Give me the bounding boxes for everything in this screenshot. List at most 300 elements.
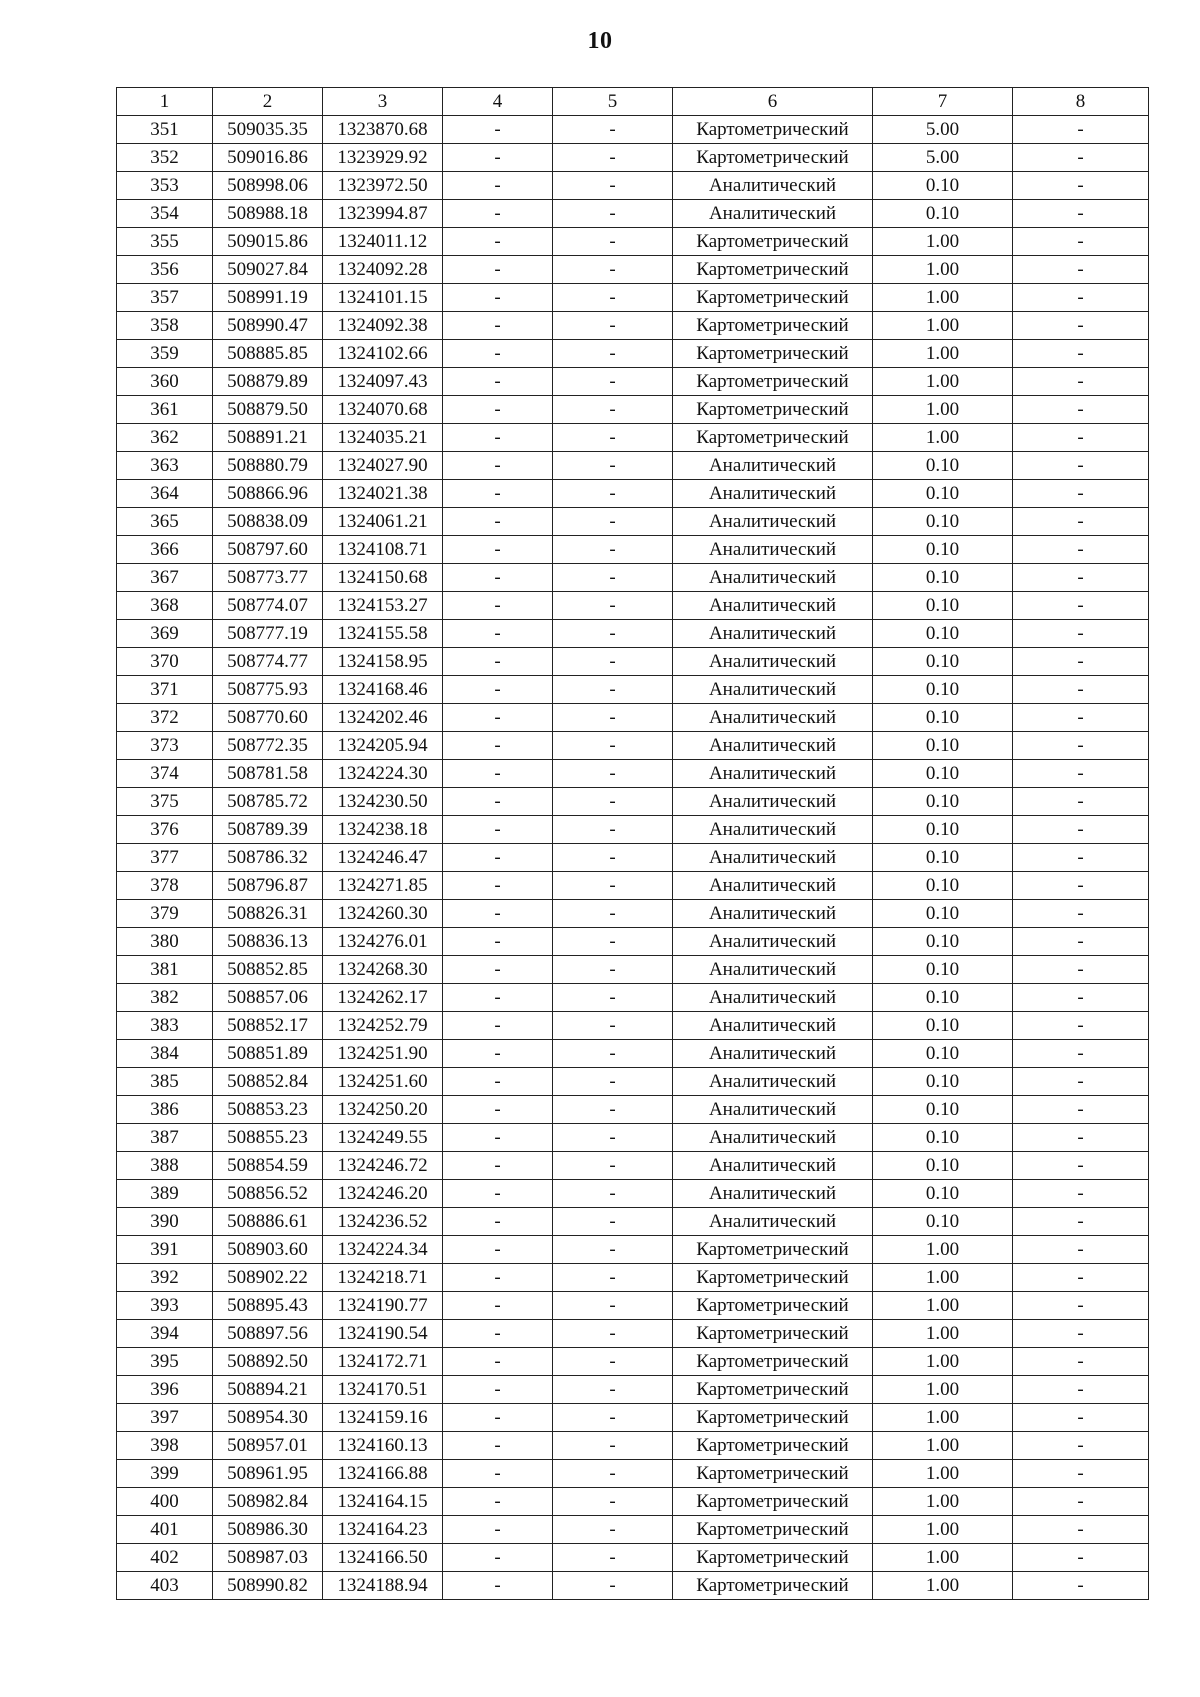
cell-col-5: - <box>553 1236 673 1264</box>
cell-method: Аналитический <box>673 1096 873 1124</box>
cell-method: Картометрический <box>673 116 873 144</box>
cell-col-8: - <box>1013 480 1149 508</box>
table-row <box>117 1516 1149 1544</box>
cell-method: Картометрический <box>673 312 873 340</box>
cell-coord-y: 1324021.38 <box>323 480 443 508</box>
coordinates-table <box>116 87 1149 1600</box>
cell-col-4: - <box>443 1376 553 1404</box>
cell-col-5: - <box>553 928 673 956</box>
cell-col-8: - <box>1013 1292 1149 1320</box>
cell-coord-y: 1324251.60 <box>323 1068 443 1096</box>
cell-point-number: 386 <box>117 1096 213 1124</box>
cell-col-5: - <box>553 788 673 816</box>
cell-col-5: - <box>553 1292 673 1320</box>
cell-col-4: - <box>443 1544 553 1572</box>
cell-coord-x: 508826.31 <box>213 900 323 928</box>
cell-point-number: 401 <box>117 1516 213 1544</box>
cell-col-8: - <box>1013 1068 1149 1096</box>
table-row <box>117 1180 1149 1208</box>
cell-point-number: 378 <box>117 872 213 900</box>
cell-method: Картометрический <box>673 144 873 172</box>
cell-accuracy: 0.10 <box>873 676 1013 704</box>
cell-coord-y: 1324251.90 <box>323 1040 443 1068</box>
cell-method: Аналитический <box>673 648 873 676</box>
cell-accuracy: 0.10 <box>873 928 1013 956</box>
cell-col-8: - <box>1013 1040 1149 1068</box>
cell-coord-x: 508852.17 <box>213 1012 323 1040</box>
cell-method: Картометрический <box>673 340 873 368</box>
cell-col-8: - <box>1013 1572 1149 1600</box>
cell-col-8: - <box>1013 1236 1149 1264</box>
cell-coord-x: 508892.50 <box>213 1348 323 1376</box>
cell-col-8: - <box>1013 1208 1149 1236</box>
table-row <box>117 1488 1149 1516</box>
table-row <box>117 1292 1149 1320</box>
cell-col-8: - <box>1013 1124 1149 1152</box>
cell-point-number: 376 <box>117 816 213 844</box>
cell-col-5: - <box>553 368 673 396</box>
table-row <box>117 788 1149 816</box>
cell-coord-y: 1324164.15 <box>323 1488 443 1516</box>
cell-coord-y: 1323994.87 <box>323 200 443 228</box>
cell-method: Аналитический <box>673 200 873 228</box>
cell-col-5: - <box>553 200 673 228</box>
cell-coord-y: 1324101.15 <box>323 284 443 312</box>
cell-col-8: - <box>1013 144 1149 172</box>
cell-col-5: - <box>553 1488 673 1516</box>
cell-method: Картометрический <box>673 256 873 284</box>
cell-point-number: 396 <box>117 1376 213 1404</box>
cell-coord-y: 1324252.79 <box>323 1012 443 1040</box>
cell-col-8: - <box>1013 872 1149 900</box>
cell-point-number: 380 <box>117 928 213 956</box>
cell-col-5: - <box>553 508 673 536</box>
cell-col-4: - <box>443 1572 553 1600</box>
cell-accuracy: 0.10 <box>873 508 1013 536</box>
cell-accuracy: 1.00 <box>873 340 1013 368</box>
cell-coord-x: 508998.06 <box>213 172 323 200</box>
cell-coord-y: 1324170.51 <box>323 1376 443 1404</box>
cell-point-number: 395 <box>117 1348 213 1376</box>
cell-coord-y: 1324238.18 <box>323 816 443 844</box>
cell-coord-x: 508866.96 <box>213 480 323 508</box>
cell-col-4: - <box>443 536 553 564</box>
cell-col-4: - <box>443 1208 553 1236</box>
cell-accuracy: 1.00 <box>873 1348 1013 1376</box>
cell-col-4: - <box>443 1040 553 1068</box>
cell-method: Аналитический <box>673 1040 873 1068</box>
cell-col-5: - <box>553 1124 673 1152</box>
cell-col-8: - <box>1013 900 1149 928</box>
cell-method: Картометрический <box>673 1460 873 1488</box>
cell-col-4: - <box>443 676 553 704</box>
cell-col-5: - <box>553 1376 673 1404</box>
cell-col-5: - <box>553 732 673 760</box>
cell-point-number: 377 <box>117 844 213 872</box>
cell-point-number: 390 <box>117 1208 213 1236</box>
cell-col-8: - <box>1013 1180 1149 1208</box>
cell-col-8: - <box>1013 424 1149 452</box>
table-body <box>117 116 1149 1600</box>
cell-coord-y: 1324164.23 <box>323 1516 443 1544</box>
cell-coord-x: 509027.84 <box>213 256 323 284</box>
cell-col-5: - <box>553 424 673 452</box>
cell-accuracy: 1.00 <box>873 1376 1013 1404</box>
cell-accuracy: 1.00 <box>873 1488 1013 1516</box>
cell-col-5: - <box>553 900 673 928</box>
cell-coord-y: 1324172.71 <box>323 1348 443 1376</box>
cell-coord-x: 508785.72 <box>213 788 323 816</box>
cell-coord-x: 508879.50 <box>213 396 323 424</box>
cell-coord-y: 1324190.54 <box>323 1320 443 1348</box>
cell-col-8: - <box>1013 1488 1149 1516</box>
cell-coord-y: 1323870.68 <box>323 116 443 144</box>
cell-col-8: - <box>1013 256 1149 284</box>
cell-col-8: - <box>1013 788 1149 816</box>
cell-point-number: 369 <box>117 620 213 648</box>
cell-method: Картометрический <box>673 1544 873 1572</box>
cell-coord-y: 1324188.94 <box>323 1572 443 1600</box>
column-header-2: 2 <box>213 88 323 116</box>
table-row <box>117 704 1149 732</box>
cell-col-5: - <box>553 1460 673 1488</box>
cell-col-4: - <box>443 1124 553 1152</box>
cell-coord-x: 508797.60 <box>213 536 323 564</box>
cell-col-5: - <box>553 648 673 676</box>
cell-coord-y: 1324168.46 <box>323 676 443 704</box>
cell-accuracy: 1.00 <box>873 424 1013 452</box>
cell-col-4: - <box>443 508 553 536</box>
cell-coord-x: 508987.03 <box>213 1544 323 1572</box>
cell-coord-y: 1324159.16 <box>323 1404 443 1432</box>
cell-coord-x: 508781.58 <box>213 760 323 788</box>
cell-point-number: 364 <box>117 480 213 508</box>
cell-coord-y: 1324153.27 <box>323 592 443 620</box>
cell-point-number: 387 <box>117 1124 213 1152</box>
cell-col-5: - <box>553 676 673 704</box>
cell-point-number: 375 <box>117 788 213 816</box>
cell-method: Аналитический <box>673 452 873 480</box>
cell-coord-y: 1324160.13 <box>323 1432 443 1460</box>
cell-method: Аналитический <box>673 1180 873 1208</box>
column-header-5: 5 <box>553 88 673 116</box>
table-row <box>117 676 1149 704</box>
cell-method: Аналитический <box>673 816 873 844</box>
cell-coord-x: 509016.86 <box>213 144 323 172</box>
cell-col-8: - <box>1013 200 1149 228</box>
table-row <box>117 1572 1149 1600</box>
cell-col-5: - <box>553 1320 673 1348</box>
cell-method: Аналитический <box>673 676 873 704</box>
cell-accuracy: 0.10 <box>873 564 1013 592</box>
cell-coord-x: 508851.89 <box>213 1040 323 1068</box>
cell-coord-x: 508854.59 <box>213 1152 323 1180</box>
cell-method: Аналитический <box>673 1124 873 1152</box>
cell-point-number: 356 <box>117 256 213 284</box>
cell-coord-y: 1324249.55 <box>323 1124 443 1152</box>
cell-point-number: 383 <box>117 1012 213 1040</box>
cell-accuracy: 0.10 <box>873 452 1013 480</box>
cell-coord-x: 508855.23 <box>213 1124 323 1152</box>
cell-coord-y: 1324035.21 <box>323 424 443 452</box>
cell-accuracy: 1.00 <box>873 1264 1013 1292</box>
cell-accuracy: 0.10 <box>873 788 1013 816</box>
cell-col-4: - <box>443 1488 553 1516</box>
cell-col-4: - <box>443 312 553 340</box>
cell-point-number: 353 <box>117 172 213 200</box>
table-row <box>117 1264 1149 1292</box>
cell-col-5: - <box>553 1208 673 1236</box>
cell-accuracy: 0.10 <box>873 956 1013 984</box>
cell-method: Аналитический <box>673 1068 873 1096</box>
cell-method: Аналитический <box>673 900 873 928</box>
cell-accuracy: 1.00 <box>873 1460 1013 1488</box>
cell-col-5: - <box>553 620 673 648</box>
cell-coord-x: 508886.61 <box>213 1208 323 1236</box>
cell-method: Картометрический <box>673 284 873 312</box>
cell-accuracy: 0.10 <box>873 872 1013 900</box>
cell-accuracy: 1.00 <box>873 228 1013 256</box>
cell-col-5: - <box>553 1516 673 1544</box>
cell-col-8: - <box>1013 732 1149 760</box>
cell-method: Картометрический <box>673 1404 873 1432</box>
cell-point-number: 361 <box>117 396 213 424</box>
cell-coord-x: 509015.86 <box>213 228 323 256</box>
table-row <box>117 1544 1149 1572</box>
cell-method: Картометрический <box>673 1320 873 1348</box>
cell-coord-y: 1324230.50 <box>323 788 443 816</box>
cell-col-5: - <box>553 312 673 340</box>
cell-col-4: - <box>443 172 553 200</box>
cell-col-4: - <box>443 284 553 312</box>
cell-col-8: - <box>1013 1264 1149 1292</box>
table-row <box>117 928 1149 956</box>
cell-accuracy: 1.00 <box>873 1320 1013 1348</box>
table-row <box>117 816 1149 844</box>
cell-accuracy: 1.00 <box>873 1572 1013 1600</box>
cell-accuracy: 0.10 <box>873 1124 1013 1152</box>
cell-coord-y: 1324205.94 <box>323 732 443 760</box>
cell-col-8: - <box>1013 340 1149 368</box>
cell-point-number: 400 <box>117 1488 213 1516</box>
cell-coord-y: 1324150.68 <box>323 564 443 592</box>
cell-coord-x: 508796.87 <box>213 872 323 900</box>
cell-coord-x: 508954.30 <box>213 1404 323 1432</box>
cell-coord-x: 508857.06 <box>213 984 323 1012</box>
column-header-8: 8 <box>1013 88 1149 116</box>
cell-point-number: 403 <box>117 1572 213 1600</box>
cell-method: Аналитический <box>673 1152 873 1180</box>
cell-method: Картометрический <box>673 1572 873 1600</box>
cell-accuracy: 1.00 <box>873 396 1013 424</box>
cell-method: Аналитический <box>673 1208 873 1236</box>
cell-col-8: - <box>1013 508 1149 536</box>
table-row <box>117 1460 1149 1488</box>
cell-coord-x: 508777.19 <box>213 620 323 648</box>
cell-coord-x: 508986.30 <box>213 1516 323 1544</box>
cell-point-number: 363 <box>117 452 213 480</box>
cell-col-8: - <box>1013 1544 1149 1572</box>
table-row <box>117 620 1149 648</box>
table-row <box>117 648 1149 676</box>
cell-coord-y: 1324108.71 <box>323 536 443 564</box>
table-row <box>117 1124 1149 1152</box>
column-header-4: 4 <box>443 88 553 116</box>
cell-method: Аналитический <box>673 564 873 592</box>
cell-col-8: - <box>1013 1096 1149 1124</box>
cell-accuracy: 0.10 <box>873 1096 1013 1124</box>
cell-coord-y: 1324250.20 <box>323 1096 443 1124</box>
cell-point-number: 371 <box>117 676 213 704</box>
cell-col-8: - <box>1013 1376 1149 1404</box>
cell-col-5: - <box>553 1012 673 1040</box>
cell-accuracy: 1.00 <box>873 284 1013 312</box>
cell-point-number: 391 <box>117 1236 213 1264</box>
cell-accuracy: 0.10 <box>873 200 1013 228</box>
cell-point-number: 379 <box>117 900 213 928</box>
cell-col-4: - <box>443 228 553 256</box>
cell-method: Аналитический <box>673 536 873 564</box>
cell-point-number: 402 <box>117 1544 213 1572</box>
cell-col-5: - <box>553 1152 673 1180</box>
cell-coord-y: 1324158.95 <box>323 648 443 676</box>
cell-accuracy: 0.10 <box>873 816 1013 844</box>
cell-col-8: - <box>1013 676 1149 704</box>
cell-col-5: - <box>553 116 673 144</box>
cell-point-number: 389 <box>117 1180 213 1208</box>
cell-accuracy: 0.10 <box>873 984 1013 1012</box>
cell-coord-x: 508982.84 <box>213 1488 323 1516</box>
cell-col-8: - <box>1013 704 1149 732</box>
cell-method: Картометрический <box>673 228 873 256</box>
page-number: 10 <box>587 28 613 54</box>
cell-col-4: - <box>443 900 553 928</box>
cell-col-4: - <box>443 424 553 452</box>
cell-col-5: - <box>553 872 673 900</box>
table-row <box>117 564 1149 592</box>
cell-col-4: - <box>443 564 553 592</box>
cell-col-8: - <box>1013 620 1149 648</box>
cell-col-5: - <box>553 480 673 508</box>
cell-col-4: - <box>443 816 553 844</box>
cell-accuracy: 1.00 <box>873 1432 1013 1460</box>
table-row <box>117 844 1149 872</box>
cell-accuracy: 1.00 <box>873 1236 1013 1264</box>
cell-col-4: - <box>443 256 553 284</box>
table-row <box>117 116 1149 144</box>
cell-method: Аналитический <box>673 844 873 872</box>
cell-coord-x: 508789.39 <box>213 816 323 844</box>
cell-accuracy: 1.00 <box>873 368 1013 396</box>
cell-coord-y: 1323972.50 <box>323 172 443 200</box>
table-row <box>117 732 1149 760</box>
cell-point-number: 365 <box>117 508 213 536</box>
cell-col-4: - <box>443 1432 553 1460</box>
table-row <box>117 256 1149 284</box>
cell-point-number: 382 <box>117 984 213 1012</box>
cell-accuracy: 5.00 <box>873 144 1013 172</box>
cell-coord-y: 1324271.85 <box>323 872 443 900</box>
cell-coord-x: 508853.23 <box>213 1096 323 1124</box>
table-row <box>117 228 1149 256</box>
cell-col-8: - <box>1013 1152 1149 1180</box>
cell-point-number: 399 <box>117 1460 213 1488</box>
cell-coord-x: 508774.07 <box>213 592 323 620</box>
cell-point-number: 381 <box>117 956 213 984</box>
cell-col-4: - <box>443 368 553 396</box>
cell-accuracy: 0.10 <box>873 844 1013 872</box>
cell-point-number: 368 <box>117 592 213 620</box>
cell-coord-x: 508852.85 <box>213 956 323 984</box>
cell-col-4: - <box>443 116 553 144</box>
cell-point-number: 359 <box>117 340 213 368</box>
column-header-3: 3 <box>323 88 443 116</box>
cell-coord-y: 1324011.12 <box>323 228 443 256</box>
cell-accuracy: 1.00 <box>873 256 1013 284</box>
cell-point-number: 358 <box>117 312 213 340</box>
table-row <box>117 1068 1149 1096</box>
cell-coord-x: 508773.77 <box>213 564 323 592</box>
cell-point-number: 370 <box>117 648 213 676</box>
cell-col-8: - <box>1013 844 1149 872</box>
cell-col-4: - <box>443 592 553 620</box>
cell-coord-x: 508836.13 <box>213 928 323 956</box>
table-row <box>117 396 1149 424</box>
cell-col-5: - <box>553 1544 673 1572</box>
cell-coord-y: 1324190.77 <box>323 1292 443 1320</box>
cell-coord-x: 508988.18 <box>213 200 323 228</box>
cell-point-number: 385 <box>117 1068 213 1096</box>
cell-accuracy: 0.10 <box>873 172 1013 200</box>
cell-col-4: - <box>443 1096 553 1124</box>
table-row <box>117 1236 1149 1264</box>
cell-col-4: - <box>443 1516 553 1544</box>
cell-col-5: - <box>553 1404 673 1432</box>
cell-method: Аналитический <box>673 732 873 760</box>
cell-coord-y: 1323929.92 <box>323 144 443 172</box>
cell-method: Аналитический <box>673 592 873 620</box>
cell-coord-x: 508786.32 <box>213 844 323 872</box>
cell-coord-y: 1324092.38 <box>323 312 443 340</box>
cell-method: Картометрический <box>673 1516 873 1544</box>
cell-accuracy: 0.10 <box>873 1040 1013 1068</box>
cell-coord-x: 508895.43 <box>213 1292 323 1320</box>
cell-method: Аналитический <box>673 788 873 816</box>
cell-point-number: 352 <box>117 144 213 172</box>
cell-coord-x: 508838.09 <box>213 508 323 536</box>
table-row <box>117 508 1149 536</box>
cell-col-4: - <box>443 1180 553 1208</box>
cell-col-5: - <box>553 760 673 788</box>
cell-col-5: - <box>553 1572 673 1600</box>
cell-coord-x: 508961.95 <box>213 1460 323 1488</box>
cell-col-8: - <box>1013 1432 1149 1460</box>
cell-col-8: - <box>1013 1460 1149 1488</box>
cell-coord-x: 508897.56 <box>213 1320 323 1348</box>
cell-accuracy: 0.10 <box>873 1152 1013 1180</box>
cell-method: Аналитический <box>673 872 873 900</box>
cell-col-5: - <box>553 984 673 1012</box>
cell-method: Картометрический <box>673 1376 873 1404</box>
cell-col-4: - <box>443 1152 553 1180</box>
table-row <box>117 1348 1149 1376</box>
cell-point-number: 384 <box>117 1040 213 1068</box>
cell-method: Картометрический <box>673 1292 873 1320</box>
table-row <box>117 592 1149 620</box>
cell-col-5: - <box>553 1068 673 1096</box>
cell-point-number: 362 <box>117 424 213 452</box>
cell-col-4: - <box>443 1348 553 1376</box>
